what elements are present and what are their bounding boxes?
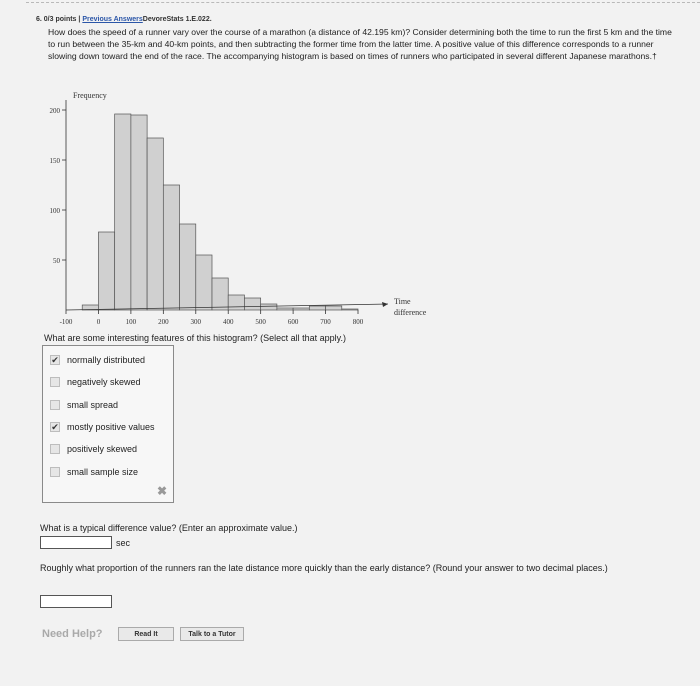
histogram-bar [212, 278, 228, 310]
question-source: DevoreStats 1.E.022. [142, 16, 212, 23]
x-axis-label-line2: difference [394, 308, 427, 317]
option-label: small spread [67, 400, 119, 410]
option-small-spread[interactable] [50, 397, 118, 413]
histogram-bar [309, 306, 325, 310]
histogram-bar [180, 224, 196, 310]
y-tick-label: 100 [49, 207, 60, 215]
histogram-bar [147, 138, 163, 310]
typical-value-input[interactable] [40, 536, 112, 549]
x-tick-label: -100 [59, 318, 73, 326]
need-help-label: Need Help? [42, 628, 103, 640]
checkbox[interactable] [50, 400, 60, 410]
histogram-bar [163, 185, 179, 310]
histogram-bar [228, 295, 244, 310]
x-tick-label: 100 [125, 318, 137, 326]
x-tick-label: 0 [96, 318, 101, 326]
checkbox[interactable]: ✔ [51, 421, 59, 432]
proportion-input[interactable] [40, 595, 112, 608]
x-tick-label: 600 [287, 318, 299, 326]
header-separator: | [78, 16, 81, 23]
histogram-bar [196, 255, 212, 310]
typical-value-question: What is a typical difference value? (Enter an approximate value.) [40, 523, 298, 533]
x-tick-label: 200 [158, 318, 169, 326]
x-axis-label-line1: Time [394, 297, 411, 306]
question-text: How does the speed of a runner vary over the course of a marathon (a distance of 42.195 km)? Consider determining both the time to run the first 5 km and the time to run between the 35-km and 40-km points, and then subtracting the former time from the latter time. A positive value of this difference corresponds to a runner slowing down toward the end of the race. The accompanying histogram is based on times of runners who participated in several different Japanese marathons.† [48, 27, 672, 61]
option-normally-distributed[interactable] [50, 352, 145, 368]
proportion-question: Roughly what proportion of the runners ran the late distance more quickly than the early distance? (Round your answer to two decimal places.) [40, 563, 608, 573]
previous-answers-link[interactable]: Previous Answers [82, 16, 143, 23]
question-header [36, 16, 212, 23]
histogram-svg [36, 86, 446, 331]
histogram-chart [36, 86, 446, 336]
option-label: small sample size [67, 467, 139, 477]
x-tick-label: 400 [222, 318, 234, 326]
histogram-bar [342, 309, 358, 310]
talk-to-tutor-button[interactable]: Talk to a Tutor [180, 627, 244, 641]
features-question: What are some interesting features of this histogram? (Select all that apply.) [44, 333, 346, 343]
read-it-button[interactable]: Read It [118, 627, 174, 641]
typical-value-unit: sec [116, 538, 131, 548]
checkbox[interactable]: ✔ [51, 354, 59, 365]
x-axis-arrow [382, 302, 388, 307]
checkbox[interactable] [50, 444, 60, 454]
option-label: normally distributed [67, 355, 146, 365]
x-tick-label: 500 [255, 318, 266, 326]
option-small-sample-size[interactable] [50, 464, 138, 480]
histogram-bar [115, 114, 131, 310]
histogram-bar [326, 306, 342, 310]
x-tick-label: 300 [190, 318, 202, 326]
option-label: mostly positive values [67, 422, 155, 432]
option-label: negatively skewed [67, 377, 141, 387]
y-axis-label: Frequency [73, 91, 107, 100]
checkbox[interactable] [50, 377, 60, 387]
features-options-box [42, 345, 174, 503]
question-points: 6. 0/3 points [36, 16, 77, 23]
x-tick-label: 800 [352, 318, 364, 326]
option-mostly-positive-values[interactable] [50, 419, 155, 435]
x-tick-label: 700 [320, 318, 331, 326]
option-positively-skewed[interactable] [50, 441, 137, 457]
top-divider [26, 2, 700, 3]
histogram-bar [277, 308, 293, 310]
histogram-bar [98, 232, 114, 310]
y-tick-label: 50 [53, 257, 60, 265]
histogram-bar [244, 298, 260, 310]
histogram-bar [131, 115, 147, 310]
checkbox[interactable] [50, 467, 60, 477]
option-label: positively skewed [67, 444, 138, 454]
option-negatively-skewed[interactable] [50, 374, 141, 390]
y-tick-label: 200 [49, 107, 60, 115]
incorrect-x-icon: ✖ [157, 484, 168, 498]
histogram-bar [261, 304, 277, 310]
y-tick-label: 150 [49, 157, 60, 165]
histogram-bar [293, 308, 309, 310]
